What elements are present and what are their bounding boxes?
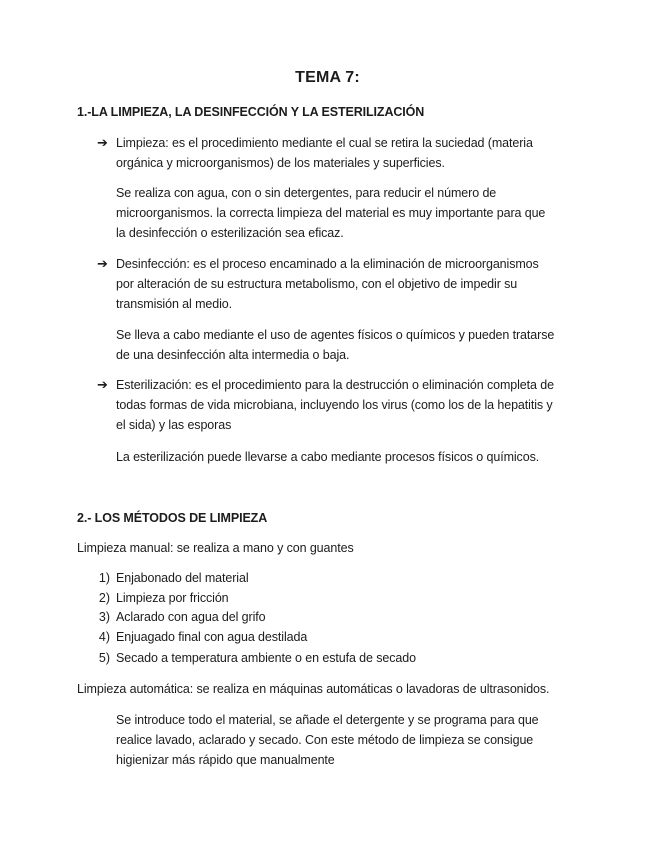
- text-line: orgánica y microorganismos) de los materiales y superficies.: [116, 156, 445, 170]
- automatic-cleaning-detail: [116, 710, 539, 770]
- list-number: 1): [98, 571, 110, 585]
- text-line: La esterilización puede llevarse a cabo mediante procesos físicos o químicos.: [116, 450, 540, 464]
- esterilizacion-detail: [116, 447, 539, 467]
- bullet-esterilizacion: [116, 375, 554, 435]
- bullet-limpieza: [116, 133, 533, 173]
- list-item: Limpieza por fricción: [116, 591, 229, 605]
- page-title: TEMA 7:: [295, 69, 360, 86]
- text-line: Limpieza: es el procedimiento mediante el cual se retira la suciedad (materia: [116, 136, 533, 150]
- list-item: Aclarado con agua del grifo: [116, 610, 266, 624]
- text-line: realice lavado, aclarado y secado. Con este método de limpieza se consigue: [116, 733, 534, 747]
- list-number: 3): [98, 610, 110, 624]
- bullet-desinfeccion: [116, 254, 539, 314]
- list-item: Enjabonado del material: [116, 571, 249, 585]
- text-line: por alteración de su estructura metabolismo, con el objetivo de impedir su: [116, 277, 518, 291]
- text-line: la desinfección o esterilización sea eficaz.: [116, 226, 344, 240]
- text-line: el sida) y las esporas: [116, 418, 232, 432]
- section-1-heading: 1.-LA LIMPIEZA, LA DESINFECCIÓN Y LA ESTERILIZACIÓN: [77, 105, 425, 119]
- section-2-heading: 2.- LOS MÉTODOS DE LIMPIEZA: [77, 511, 268, 525]
- text-line: transmisión al medio.: [116, 297, 233, 311]
- text-line: Se realiza con agua, con o sin detergentes, para reducir el número de: [116, 186, 497, 200]
- list-item: Enjuagado final con agua destilada: [116, 630, 308, 644]
- text-line: Se lleva a cabo mediante el uso de agentes físicos o químicos y pueden tratarse: [116, 328, 555, 342]
- desinfeccion-detail: [116, 325, 554, 365]
- limpieza-detail: [116, 183, 545, 243]
- list-item: Secado a temperatura ambiente o en estufa de secado: [116, 651, 416, 665]
- list-number: 2): [98, 591, 110, 605]
- list-number: 4): [98, 630, 110, 644]
- text-line: de una desinfección alta intermedia o baja.: [116, 348, 350, 362]
- text-line: higienizar más rápido que manualmente: [116, 753, 335, 767]
- arrow-bullet-icon: ➔: [97, 256, 108, 271]
- arrow-bullet-icon: ➔: [97, 135, 108, 150]
- text-line: microorganismos. la correcta limpieza del material es muy importante para que: [116, 206, 546, 220]
- text-line: Esterilización: es el procedimiento para la destrucción o eliminación completa de: [116, 378, 554, 392]
- list-number: 5): [98, 651, 110, 665]
- text-line: Desinfección: es el proceso encaminado a la eliminación de microorganismos: [116, 257, 539, 271]
- automatic-cleaning-intro: Limpieza automática: se realiza en máquinas automáticas o lavadoras de ultrasonidos.: [77, 682, 550, 696]
- arrow-bullet-icon: ➔: [97, 377, 108, 392]
- manual-cleaning-intro: Limpieza manual: se realiza a mano y con guantes: [77, 541, 354, 555]
- text-line: Se introduce todo el material, se añade el detergente y se programa para que: [116, 713, 539, 727]
- text-line: todas formas de vida microbiana, incluyendo los virus (como los de la hepatitis y: [116, 398, 553, 412]
